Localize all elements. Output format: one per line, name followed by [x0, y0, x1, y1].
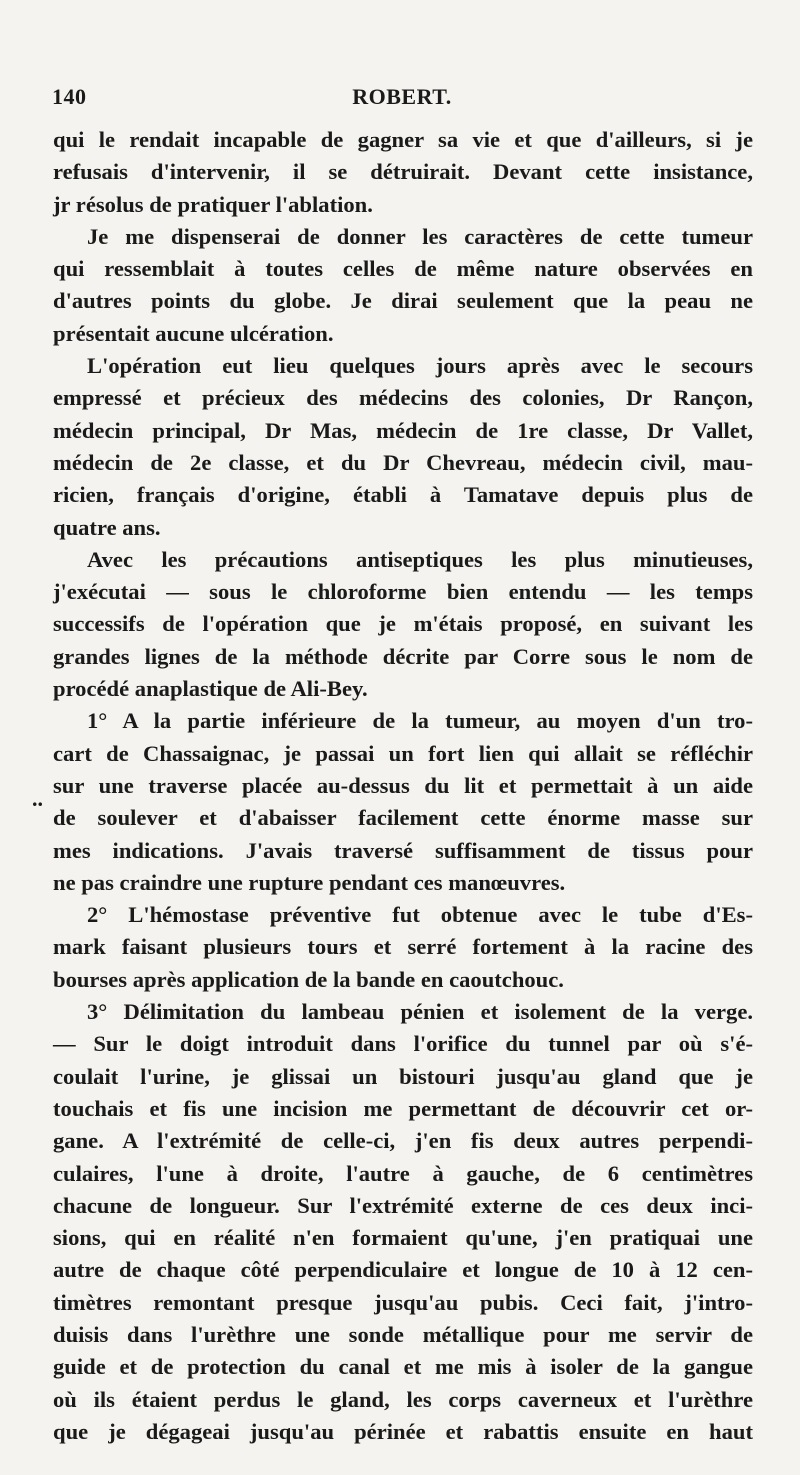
- text-line: qui le rendait incapable de gagner sa vie et que d'ailleurs, si je: [53, 127, 753, 152]
- text-line: refusais d'intervenir, il se détruirait. Devant cette insistance,: [53, 159, 753, 185]
- text-line: médecin principal, Dr Mas, médecin de 1re classe, Dr Vallet,: [53, 417, 753, 443]
- text-line: — Sur le doigt introduit dans l'orifice du tunnel par où s'é-: [53, 1031, 753, 1057]
- text-line: mark faisant plusieurs tours et serré fortement à la racine des: [53, 934, 753, 960]
- text-line: autre de chaque côté perpendiculaire et longue de 10 à 12 cen-: [53, 1257, 753, 1283]
- text-line: culaires, l'une à droite, l'autre à gauche, de 6 centimètres: [53, 1160, 753, 1186]
- text-line: présentait aucune ulcération.: [53, 320, 334, 346]
- text-line: sur une traverse placée au-dessus du lit et permettait à un aide: [53, 772, 753, 798]
- text-line: d'autres points du globe. Je dirai seulement que la peau ne: [53, 288, 753, 314]
- text-line: touchais et fis une incision me permettant de découvrir cet or-: [53, 1095, 753, 1121]
- text-line: duisis dans l'urèthre une sonde métallique pour me servir de: [53, 1321, 753, 1347]
- text-line: où ils étaient perdus le gland, les corps caverneux et l'urèthre: [53, 1386, 753, 1412]
- text-line: ne pas craindre une rupture pendant ces manœuvres.: [53, 869, 566, 895]
- text-line: timètres remontant presque jusqu'au pubis. Ceci fait, j'intro-: [53, 1289, 753, 1315]
- text-line: qui ressemblait à toutes celles de même nature observées en: [53, 256, 753, 282]
- text-line: guide et de protection du canal et me mis à isoler de la gangue: [53, 1354, 753, 1380]
- text-line: successifs de l'opération que je m'étais proposé, en suivant les: [53, 611, 753, 637]
- text-line: j'exécutai — sous le chloroforme bien entendu — les temps: [53, 579, 753, 605]
- text-line: 1° A la partie inférieure de la tumeur, au moyen d'un tro-: [87, 708, 753, 734]
- text-line: bourses après application de la bande en caoutchouc.: [53, 966, 564, 992]
- text-line: que je dégageai jusqu'au périnée et rabattis ensuite en haut: [53, 1418, 753, 1444]
- text-line: procédé anaplastique de Ali-Bey.: [53, 676, 368, 702]
- text-line: cart de Chassaignac, je passai un fort lien qui allait se réfléchir: [53, 740, 753, 766]
- page-header: [52, 84, 752, 114]
- text-line: 2° L'hémostase préventive fut obtenue avec le tube d'Es-: [87, 902, 753, 928]
- text-line: sions, qui en réalité n'en formaient qu'une, j'en pratiquai une: [53, 1225, 753, 1251]
- text-line: L'opération eut lieu quelques jours après avec le secours: [87, 353, 753, 379]
- page-number: 140: [52, 84, 87, 109]
- margin-mark: ..: [32, 786, 43, 811]
- text-line: coulait l'urine, je glissai un bistouri jusqu'au gland que je: [53, 1063, 753, 1089]
- text-line: ricien, français d'origine, établi à Tamatave depuis plus de: [53, 482, 753, 508]
- text-line: gane. A l'extrémité de celle-ci, j'en fis deux autres perpendi-: [53, 1128, 753, 1154]
- body-text: [53, 124, 753, 1448]
- text-line: mes indications. J'avais traversé suffisamment de tissus pour: [53, 837, 753, 863]
- text-line: empressé et précieux des médecins des colonies, Dr Rançon,: [53, 385, 753, 411]
- text-line: 3° Délimitation du lambeau pénien et isolement de la verge.: [87, 999, 753, 1025]
- text-line: médecin de 2e classe, et du Dr Chevreau, médecin civil, mau-: [53, 449, 753, 475]
- text-line: jr résolus de pratiquer l'ablation.: [53, 191, 373, 217]
- text-line: Je me dispenserai de donner les caractères de cette tumeur: [87, 223, 753, 249]
- text-line: chacune de longueur. Sur l'extrémité externe de ces deux inci-: [53, 1192, 753, 1218]
- running-title: ROBERT.: [352, 84, 452, 109]
- text-line: de soulever et d'abaisser facilement cette énorme masse sur: [53, 805, 753, 831]
- text-line: quatre ans.: [53, 514, 161, 540]
- text-line: grandes lignes de la méthode décrite par Corre sous le nom de: [53, 643, 753, 669]
- text-line: Avec les précautions antiseptiques les plus minutieuses,: [87, 546, 753, 572]
